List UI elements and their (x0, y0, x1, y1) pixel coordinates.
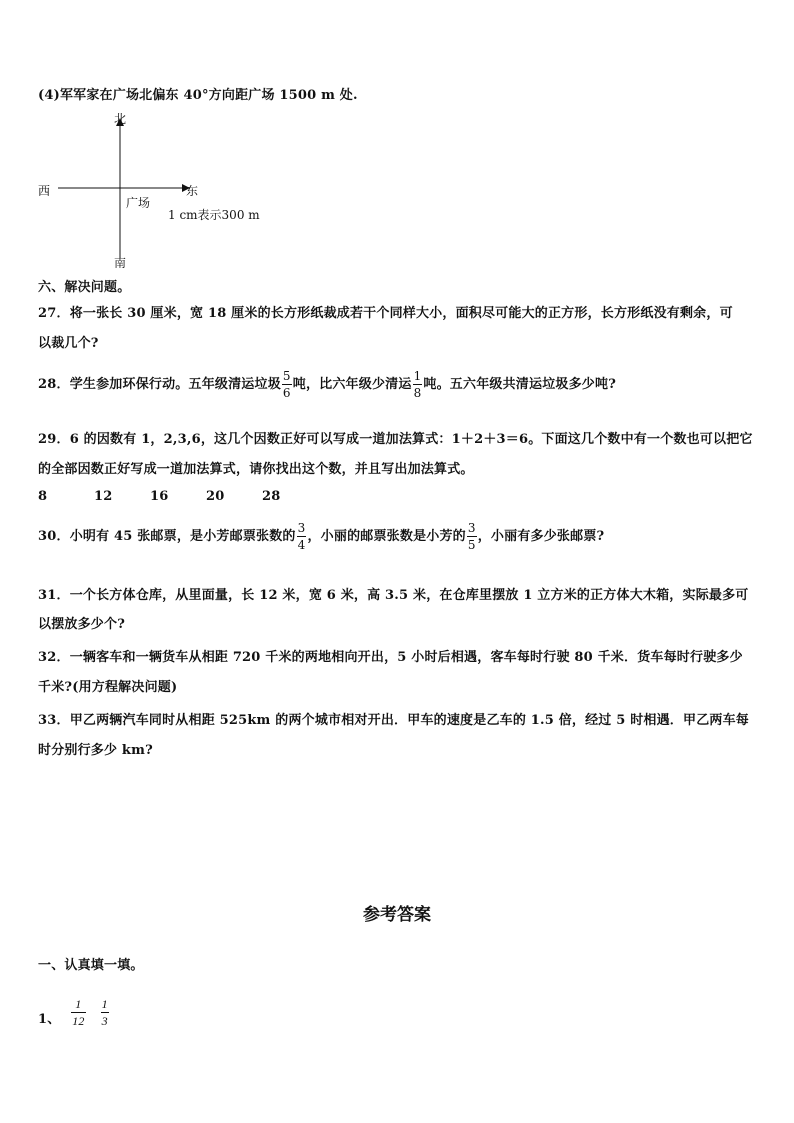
answer-fraction-1-3: $\frac{1}{3}$ (101, 997, 108, 1028)
number-option: 16 (150, 489, 169, 504)
scale-label: 1 cm表示300 m (168, 208, 260, 222)
question-32-line2: 千米?(用方程解决问题) (38, 680, 178, 695)
question-4-text: (4)军军家在广场北偏东 40°方向距广场 1500 m 处. (38, 88, 358, 103)
answer-1 (38, 986, 110, 1027)
q30-text-post: ，小丽有多少张邮票? (477, 529, 605, 544)
answer-fraction-1-12: $\frac{1}{12}$ (72, 997, 85, 1028)
question-30 (38, 522, 604, 551)
west-label: 西 (38, 184, 51, 198)
east-label: 东 (186, 184, 199, 198)
direction-diagram (30, 110, 270, 270)
q28-text-pre: 28．学生参加环保行动。五年级清运垃圾 (38, 377, 281, 392)
south-label: 南 (114, 256, 127, 270)
answer-key-title: 参考答案 (363, 905, 431, 925)
question-27-line1: 27．将一张长 30 厘米，宽 18 厘米的长方形纸裁成若干个同样大小，面积尽可能大的正方形，长方形纸没有剩余，可 (38, 306, 733, 321)
question-32-line1: 32．一辆客车和一辆货车从相距 720 千米的两地相向开出，5 小时后相遇，客车每时行驶 80 千米．货车每时行驶多少 (38, 650, 743, 665)
q30-text-mid: ，小丽的邮票张数是小芳的 (307, 529, 466, 544)
question-27-line2: 以裁几个? (38, 336, 99, 351)
number-option: 8 (38, 489, 48, 504)
question-33-line1: 33．甲乙两辆汽车同时从相距 525km 的两个城市相对开出．甲车的速度是乙车的 1.5 倍，经过 5 时相遇．甲乙两车每 (38, 713, 750, 728)
q28-text-post: 吨。五六年级共清运垃圾多少吨? (423, 377, 617, 392)
north-label: 北 (114, 112, 127, 126)
question-29-numbers (38, 489, 318, 504)
compass-axes (30, 110, 270, 270)
question-29-line2: 的全部因数正好写成一道加法算式，请你找出这个数，并且写出加法算式。 (38, 462, 474, 477)
number-option: 28 (262, 489, 281, 504)
q30-text-pre: 30．小明有 45 张邮票，是小芳邮票张数的 (38, 529, 296, 544)
fraction-5-6: $\frac{5}{6}$ (282, 369, 291, 400)
question-33-line2: 时分别行多少 km? (38, 743, 153, 758)
number-option: 20 (206, 489, 225, 504)
fraction-3-4: $\frac{3}{4}$ (297, 521, 306, 552)
section-6-heading: 六、解决问题。 (38, 280, 131, 295)
answer-section-1-heading: 一、认真填一填。 (38, 958, 144, 973)
question-31-line1: 31．一个长方体仓库，从里面量，长 12 米，宽 6 米，高 3.5 米，在仓库里摆放 1 立方米的正方体大木箱，实际最多可 (38, 588, 749, 603)
q28-text-mid: 吨，比六年级少清运 (292, 377, 412, 392)
question-31-line2: 以摆放多少个? (38, 617, 126, 632)
plaza-label: 广场 (126, 196, 151, 210)
question-28 (38, 370, 616, 399)
number-option: 12 (94, 489, 113, 504)
fraction-3-5: $\frac{3}{5}$ (467, 521, 476, 552)
question-29-line1: 29．6 的因数有 1，2,3,6，这几个因数正好可以写成一道加法算式：1＋2＋3＝6。下面这几个数中有一个数也可以把它 (38, 432, 753, 447)
fraction-1-8: $\frac{1}{8}$ (413, 369, 422, 400)
answer-1-label: 1、 (38, 1012, 61, 1027)
